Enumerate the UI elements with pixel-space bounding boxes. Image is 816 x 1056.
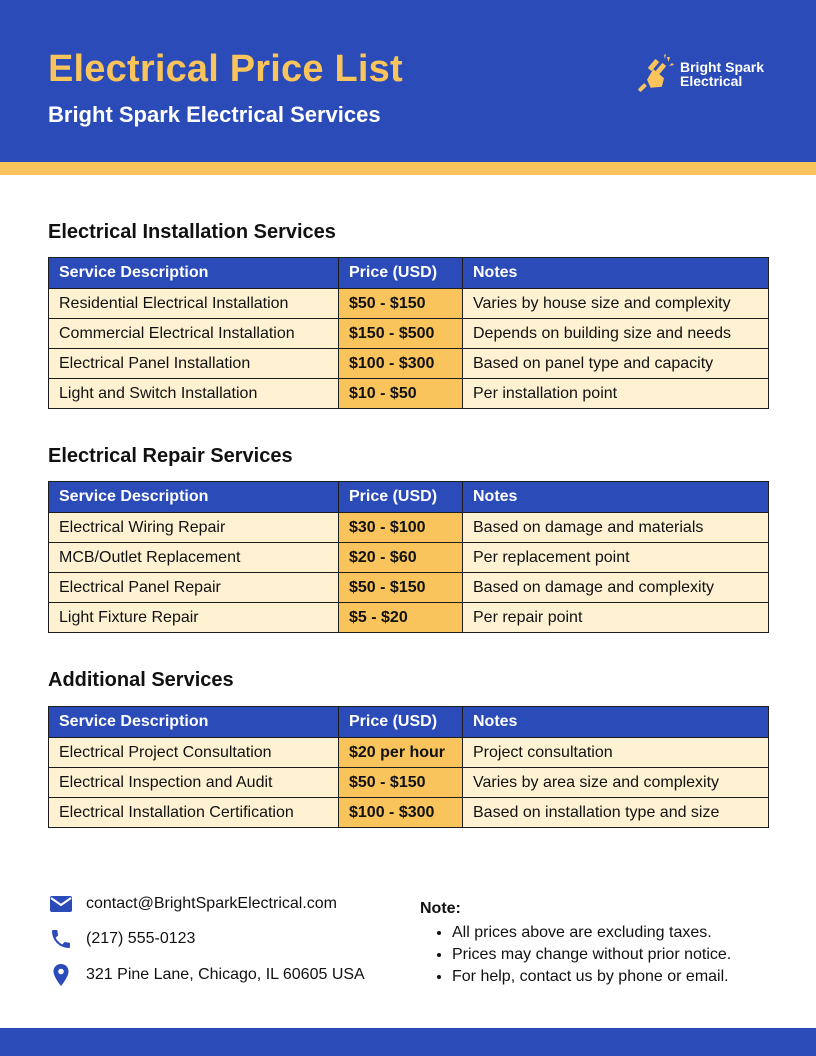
table-row bbox=[49, 573, 769, 603]
table-row bbox=[49, 349, 769, 379]
notes-cell: Varies by house size and complexity bbox=[463, 289, 769, 319]
table-row bbox=[49, 513, 769, 543]
phone-number[interactable]: (217) 555-0123 bbox=[86, 930, 196, 947]
table-row bbox=[49, 798, 769, 828]
column-header-price: Price (USD) bbox=[339, 707, 463, 738]
notes-cell: Per repair point bbox=[463, 603, 769, 633]
notes-cell: Per replacement point bbox=[463, 543, 769, 573]
column-header-notes: Notes bbox=[463, 258, 769, 289]
logo-line-1: Bright Spark bbox=[680, 59, 765, 75]
company-logo bbox=[634, 52, 784, 96]
table-header-row bbox=[49, 258, 769, 289]
list-item: • Prices may change without prior notice. bbox=[452, 944, 780, 966]
price-cell: $100 - $300 bbox=[339, 349, 463, 379]
column-header-notes: Notes bbox=[463, 707, 769, 738]
notes-cell: Based on installation type and size bbox=[463, 798, 769, 828]
table-header-row bbox=[49, 482, 769, 513]
service-cell: Electrical Wiring Repair bbox=[49, 513, 339, 543]
notes-cell: Based on damage and complexity bbox=[463, 573, 769, 603]
logo-line-2: Electrical bbox=[680, 73, 743, 89]
envelope-icon bbox=[48, 891, 74, 917]
service-cell: MCB/Outlet Replacement bbox=[49, 543, 339, 573]
service-cell: Residential Electrical Installation bbox=[49, 289, 339, 319]
section-title-additional: Additional Services bbox=[48, 669, 234, 691]
notes-cell: Depends on building size and needs bbox=[463, 319, 769, 349]
additional-price-table bbox=[48, 706, 769, 828]
page-title: Electrical Price List bbox=[48, 48, 403, 90]
table-row bbox=[49, 289, 769, 319]
list-item: • All prices above are excluding taxes. bbox=[452, 922, 780, 944]
service-cell: Commercial Electrical Installation bbox=[49, 319, 339, 349]
notes-cell: Project consultation bbox=[463, 738, 769, 768]
section-title-installation: Electrical Installation Services bbox=[48, 221, 336, 243]
header-accent-stripe bbox=[0, 162, 816, 175]
column-header-notes: Notes bbox=[463, 482, 769, 513]
service-cell: Electrical Inspection and Audit bbox=[49, 768, 339, 798]
price-cell: $150 - $500 bbox=[339, 319, 463, 349]
service-cell: Electrical Panel Installation bbox=[49, 349, 339, 379]
price-cell: $50 - $150 bbox=[339, 768, 463, 798]
repair-price-table bbox=[48, 481, 769, 633]
price-cell: $20 - $60 bbox=[339, 543, 463, 573]
page-subtitle: Bright Spark Electrical Services bbox=[48, 102, 381, 127]
table-row bbox=[49, 738, 769, 768]
contact-email bbox=[48, 890, 337, 918]
phone-icon bbox=[48, 926, 74, 952]
column-header-service: Service Description bbox=[49, 482, 339, 513]
table-row bbox=[49, 543, 769, 573]
price-cell: $20 per hour bbox=[339, 738, 463, 768]
service-cell: Electrical Installation Certification bbox=[49, 798, 339, 828]
price-cell: $5 - $20 bbox=[339, 603, 463, 633]
location-pin-icon bbox=[48, 962, 74, 988]
service-cell: Electrical Panel Repair bbox=[49, 573, 339, 603]
plug-spark-icon bbox=[634, 53, 676, 95]
installation-price-table bbox=[48, 257, 769, 409]
service-cell: Light and Switch Installation bbox=[49, 379, 339, 409]
note-box bbox=[420, 898, 780, 988]
column-header-price: Price (USD) bbox=[339, 258, 463, 289]
table-row bbox=[49, 768, 769, 798]
notes-cell: Per installation point bbox=[463, 379, 769, 409]
notes-cell: Based on panel type and capacity bbox=[463, 349, 769, 379]
column-header-service: Service Description bbox=[49, 258, 339, 289]
notes-cell: Varies by area size and complexity bbox=[463, 768, 769, 798]
table-row bbox=[49, 379, 769, 409]
service-cell: Light Fixture Repair bbox=[49, 603, 339, 633]
table-row bbox=[49, 319, 769, 349]
price-cell: $30 - $100 bbox=[339, 513, 463, 543]
contact-address bbox=[48, 961, 365, 989]
column-header-service: Service Description bbox=[49, 707, 339, 738]
table-header-row bbox=[49, 707, 769, 738]
logo-text bbox=[680, 60, 764, 88]
contact-phone bbox=[48, 925, 195, 953]
address-text: 321 Pine Lane, Chicago, IL 60605 USA bbox=[86, 966, 365, 983]
price-cell: $10 - $50 bbox=[339, 379, 463, 409]
service-cell: Electrical Project Consultation bbox=[49, 738, 339, 768]
header-banner bbox=[0, 0, 816, 162]
note-list bbox=[420, 922, 780, 988]
notes-cell: Based on damage and materials bbox=[463, 513, 769, 543]
section-title-repair: Electrical Repair Services bbox=[48, 445, 293, 467]
email-link[interactable]: contact@BrightSparkElectrical.com bbox=[86, 895, 337, 912]
footer-bar bbox=[0, 1028, 816, 1056]
note-title: Note: bbox=[420, 900, 461, 917]
price-cell: $100 - $300 bbox=[339, 798, 463, 828]
price-cell: $50 - $150 bbox=[339, 573, 463, 603]
list-item: • For help, contact us by phone or email. bbox=[452, 966, 780, 988]
price-cell: $50 - $150 bbox=[339, 289, 463, 319]
column-header-price: Price (USD) bbox=[339, 482, 463, 513]
table-row bbox=[49, 603, 769, 633]
